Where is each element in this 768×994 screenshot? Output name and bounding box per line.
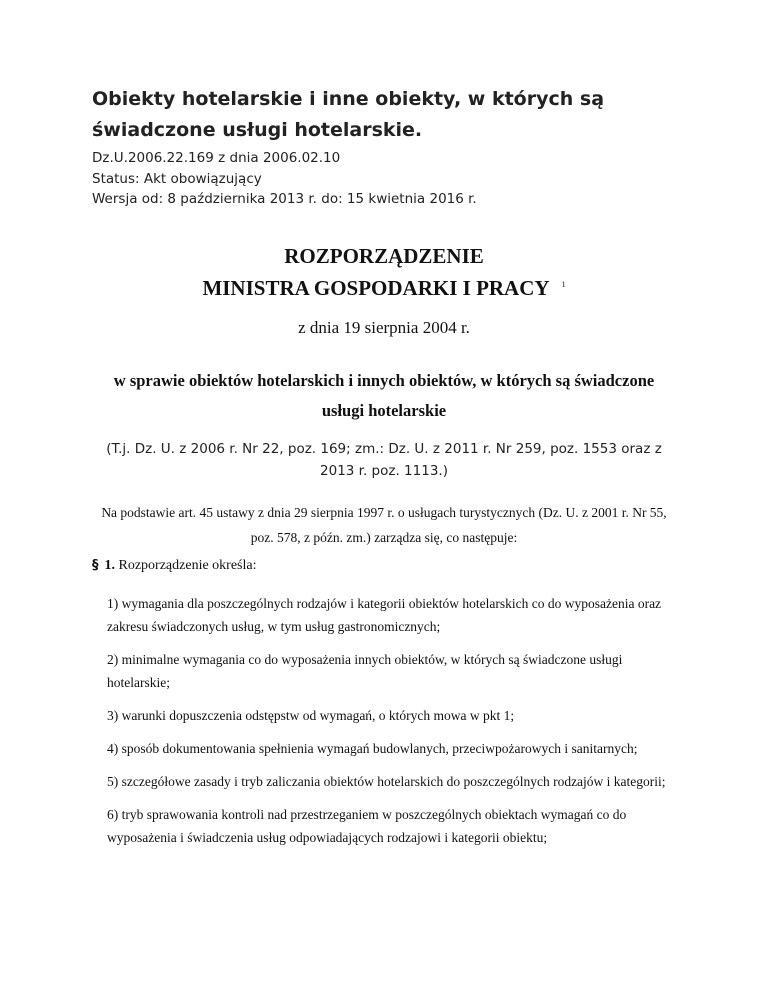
version-text: Wersja od: 8 października 2013 r. do: 15 kwietnia 2016 r.	[92, 191, 477, 207]
list-item: 3) warunki dopuszczenia odstępstw od wymagań, o których mowa w pkt 1;	[107, 708, 515, 723]
status-text: Status: Akt obowiązujący	[92, 170, 262, 187]
legal-basis: Na podstawie art. 45 ustawy z dnia 29 sierpnia 1997 r. o usługach turystycznych (Dz. U. z 2001 r. Nr 55, poz. 578, z późn. zm.) zarządza się, co następuje:	[101, 505, 667, 545]
section-sign: §	[92, 558, 99, 573]
ministry-name: MINISTRA GOSPODARKI I PRACY	[202, 276, 550, 300]
ministry-heading	[0, 276, 768, 301]
section-text: Rozporządzenie określa:	[118, 558, 257, 573]
regulation-date: z dnia 19 sierpnia 2004 r.	[298, 318, 470, 337]
list-item: 6) tryb sprawowania kontroli nad przestrzeganiem w poszczególnych obiektach wymagań co do wyposażenia i świadczenia usług odpowiadających rodzajowi i kategorii obiektu;	[107, 807, 627, 845]
list-item: 2) minimalne wymagania co do wyposażenia innych obiektów, w których są świadczone usługi hotelarskie;	[107, 652, 623, 690]
regulation-subject: w sprawie obiektów hotelarskich i innych obiektów, w których są świadczone usługi hotelarskie	[113, 371, 655, 420]
footnote-mark: 1	[561, 280, 566, 289]
section-1	[92, 558, 257, 574]
document-meta	[92, 148, 477, 210]
document-title: Obiekty hotelarskie i inne obiekty, w których są świadczone usługi hotelarskie.	[92, 88, 605, 141]
section-items	[107, 592, 687, 859]
list-item: 1) wymagania dla poszczególnych rodzajów i kategorii obiektów hotelarskich co do wyposażenia oraz zakresu świadczonych usług, w tym usług gastronomicznych;	[107, 596, 662, 634]
journal-reference: Dz.U.2006.22.169 z dnia 2006.02.10	[92, 150, 341, 166]
regulation-heading: ROZPORZĄDZENIE	[284, 244, 484, 268]
consolidated-text-reference: (T.j. Dz. U. z 2006 r. Nr 22, poz. 169; zm.: Dz. U. z 2011 r. Nr 259, poz. 1553 oraz z 2013 r. poz. 1113.)	[106, 441, 662, 479]
section-number: 1.	[104, 558, 115, 573]
list-item: 5) szczegółowe zasady i tryb zaliczania obiektów hotelarskich do poszczególnych rodzajów i kategorii;	[107, 774, 666, 789]
list-item: 4) sposób dokumentowania spełnienia wymagań budowlanych, przeciwpożarowych i sanitarnych;	[107, 741, 638, 756]
